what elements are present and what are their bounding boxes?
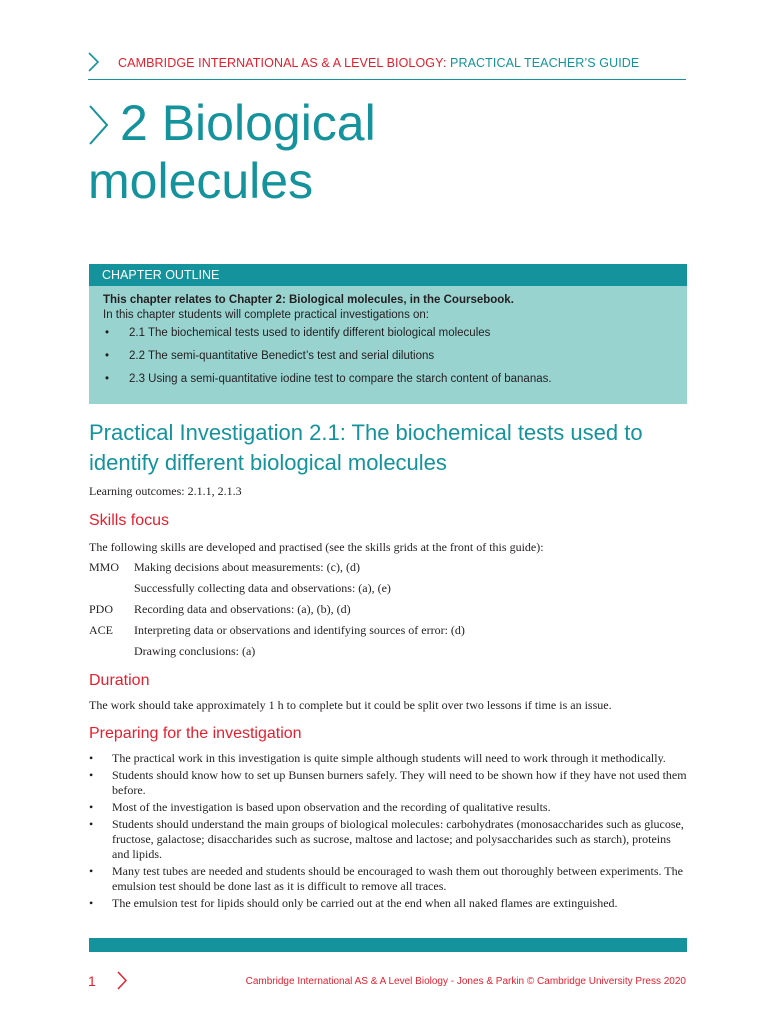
bullet: • [89, 864, 94, 878]
preparing-item-text: Many test tubes are needed and students should be encouraged to wash them out thoroughly between experiments. The emulsion test should be done last as it is difficult to remove all traces. [112, 864, 683, 893]
chapter-outline-box [89, 264, 687, 404]
preparing-heading: Preparing for the investigation [89, 725, 302, 742]
skill-desc: Interpreting data or observations and identifying sources of error: (d) [134, 623, 465, 637]
investigation-title: Practical Investigation 2.1: The biochemical tests used to identify different biological molecules [89, 420, 643, 475]
chapter-title-line2: molecules [88, 153, 314, 209]
skill-desc: Successfully collecting data and observations: (a), (e) [134, 581, 391, 595]
chapter-title-line1: 2 Biological [120, 95, 376, 151]
preparing-item-text: The emulsion test for lipids should only be carried out at the end when all naked flames are extinguished. [112, 896, 618, 910]
chapter-outline-heading: CHAPTER OUTLINE [89, 264, 687, 286]
running-header [88, 48, 686, 80]
list-item [89, 800, 687, 815]
list-item [103, 326, 673, 341]
skill-code: ACE [89, 623, 113, 637]
bullet: • [105, 327, 110, 339]
skill-desc: Making decisions about measurements: (c), (d) [134, 560, 360, 574]
duration-heading: Duration [89, 672, 150, 689]
page-number: 1 [88, 973, 96, 989]
bullet: • [105, 350, 110, 362]
preparing-item-text: Most of the investigation is based upon observation and the recording of qualitative results. [112, 800, 551, 814]
outline-list [103, 326, 673, 387]
bullet: • [89, 768, 94, 782]
skill-desc: Drawing conclusions: (a) [134, 644, 256, 658]
outline-item-text: 2.3 Using a semi-quantitative iodine test to compare the starch content of bananas. [129, 373, 552, 385]
outline-intro: In this chapter students will complete practical investigations on: [103, 309, 429, 321]
list-item [103, 349, 673, 364]
chevron-right-icon [88, 104, 110, 146]
bullet: • [89, 800, 94, 814]
header-rule [88, 79, 686, 80]
book-title [118, 56, 639, 70]
list-item [89, 896, 687, 911]
skill-code: MMO [89, 560, 120, 574]
bottom-bar [89, 938, 687, 952]
book-title-red: CAMBRIDGE INTERNATIONAL AS & A LEVEL BIOLOGY: [118, 56, 447, 70]
preparing-list [89, 751, 687, 913]
list-item [103, 372, 673, 387]
bullet: • [105, 373, 110, 385]
bullet: • [89, 817, 94, 831]
list-item [89, 864, 687, 894]
footer-copyright: Cambridge International AS & A Level Biology - Jones & Parkin © Cambridge University Press 2020 [245, 976, 686, 987]
list-item [89, 768, 687, 798]
skill-desc: Recording data and observations: (a), (b), (d) [134, 602, 351, 616]
preparing-item-text: Students should know how to set up Bunsen burners safely. They will need to be shown how if they have not used them before. [112, 768, 687, 797]
skills-intro: The following skills are developed and practised (see the skills grids at the front of this guide): [89, 540, 544, 554]
book-title-teal: PRACTICAL TEACHER’S GUIDE [450, 56, 640, 70]
outline-relates-line: This chapter relates to Chapter 2: Biological molecules, in the Coursebook. [103, 294, 514, 306]
list-item [89, 817, 687, 862]
preparing-item-text: The practical work in this investigation is quite simple although students will need to work through it methodically. [112, 751, 666, 765]
duration-text: The work should take approximately 1 h to complete but it could be split over two lessons if time is an issue. [89, 698, 612, 712]
outline-item-text: 2.1 The biochemical tests used to identify different biological molecules [129, 327, 491, 339]
outline-item-text: 2.2 The semi-quantitative Benedict’s test and serial dilutions [129, 350, 435, 362]
bullet: • [89, 751, 94, 765]
chevron-right-icon [88, 52, 100, 72]
skill-code: PDO [89, 602, 114, 616]
skills-focus-heading: Skills focus [89, 512, 170, 529]
learning-outcomes: Learning outcomes: 2.1.1, 2.1.3 [89, 484, 242, 498]
chapter-title [88, 94, 688, 210]
bullet: • [89, 896, 94, 910]
chevron-right-icon [117, 971, 127, 990]
list-item [89, 751, 687, 766]
chapter-outline-body [89, 286, 687, 387]
preparing-item-text: Students should understand the main groups of biological molecules: carbohydrates (monosaccharides such as glucose, fructose, galactose; disaccharides such as sucrose, maltose and lactose; and polysaccharides such as starch), proteins and lipids. [112, 817, 684, 861]
